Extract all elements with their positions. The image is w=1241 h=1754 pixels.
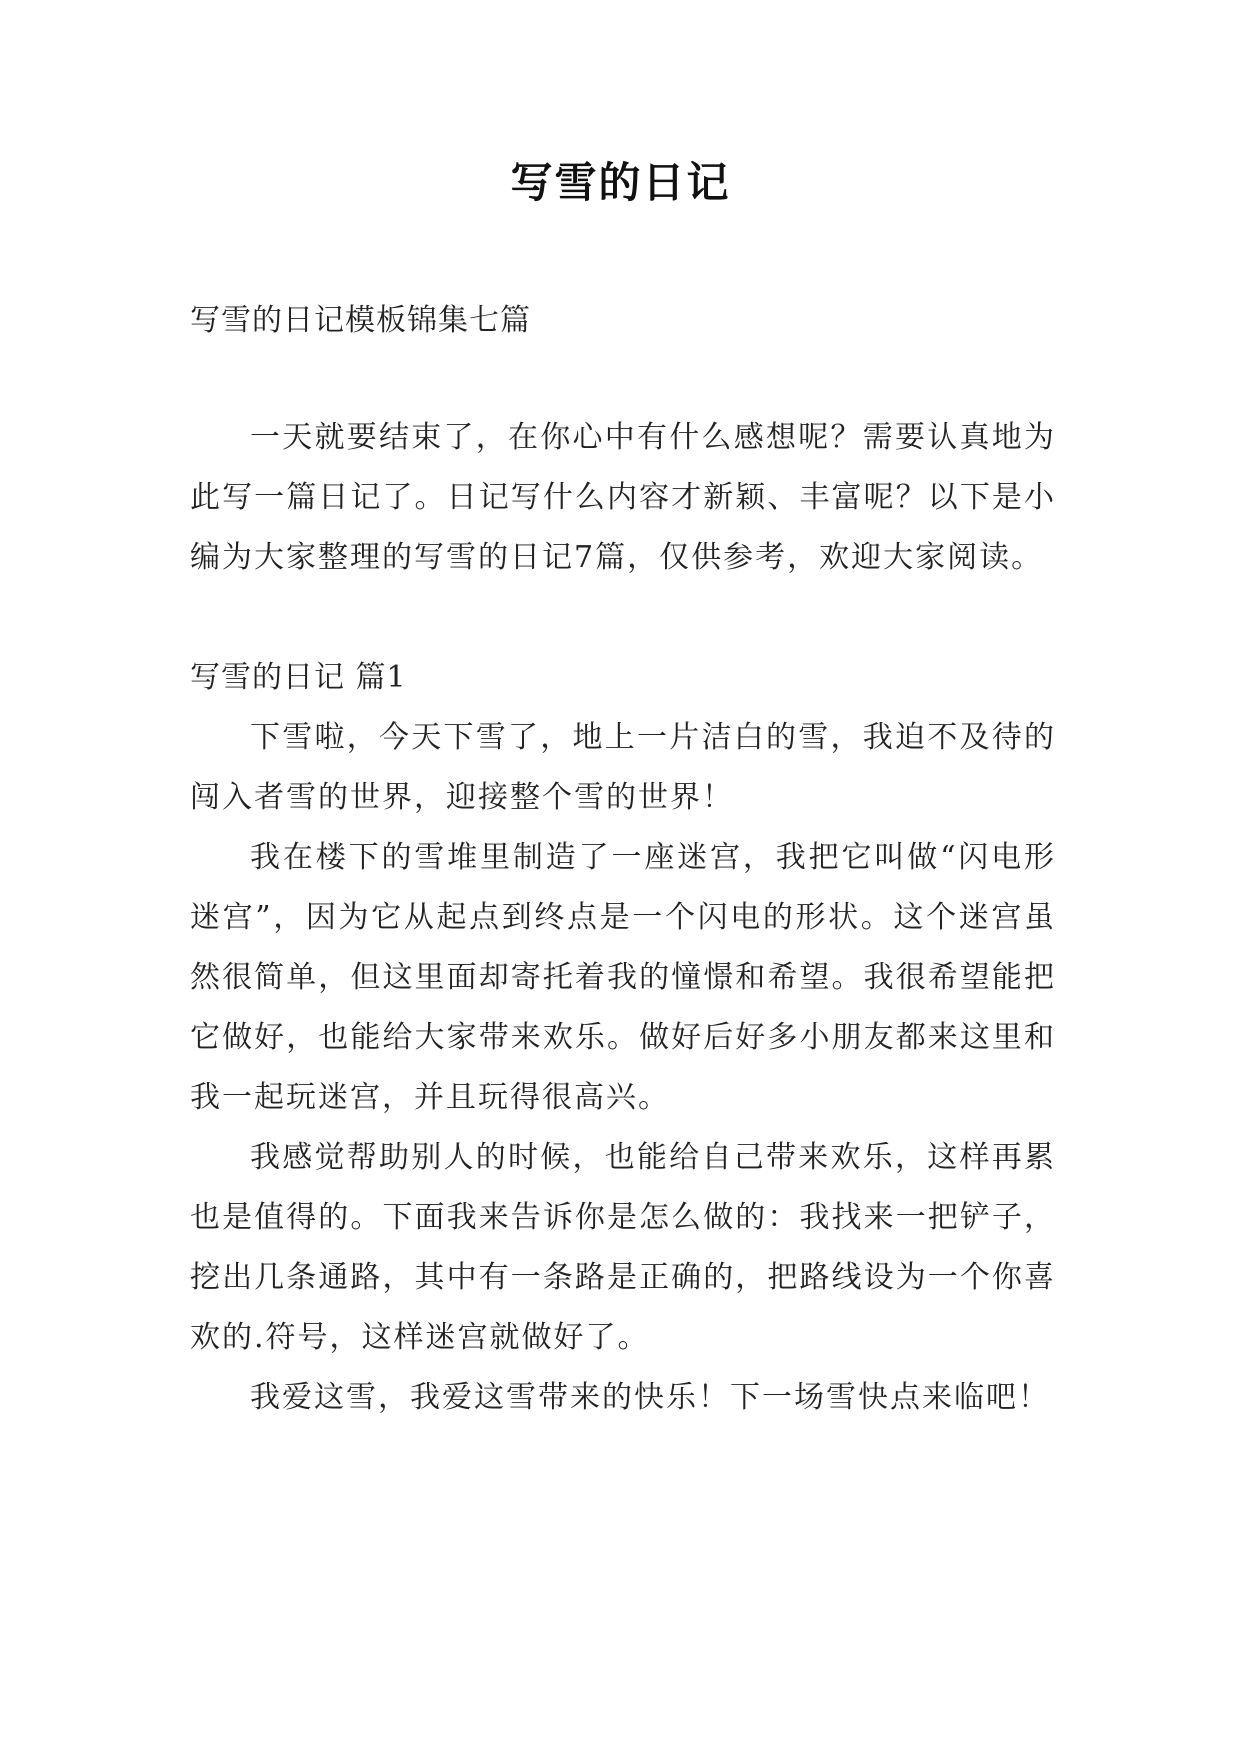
body-paragraph: 我在楼下的雪堆里制造了一座迷宫，我把它叫做“闪电形迷宫”，因为它从起点到终点是一个闪电的形状。这个迷宫虽然很简单，但这里面却寄托着我的憧憬和希望。我很希望能把它做好，也能给大家带来欢乐。做好后好多小朋友都来这里和我一起玩迷宫，并且玩得很高兴。 xyxy=(190,840,1056,1115)
document-subtitle: 写雪的日记模板锦集七篇 xyxy=(190,303,531,338)
intro-paragraph: 一天就要结束了，在你心中有什么感想呢？需要认真地为此写一篇日记了。日记写什么内容才新颖、丰富呢？以下是小编为大家整理的写雪的日记7篇，仅供参考，欢迎大家阅读。 xyxy=(190,420,1056,575)
section-heading: 写雪的日记 篇1 xyxy=(190,660,407,695)
page-title: 写雪的日记 xyxy=(510,158,731,207)
body-paragraph: 下雪啦，今天下雪了，地上一片洁白的雪，我迫不及待的闯入者雪的世界，迎接整个雪的世界！ xyxy=(190,720,1056,815)
document-body xyxy=(190,408,1056,1428)
body-paragraph: 我爱这雪，我爱这雪带来的快乐！下一场雪快点来临吧！ xyxy=(250,1380,1050,1415)
body-paragraph: 我感觉帮助别人的时候，也能给自己带来欢乐，这样再累也是值得的。下面我来告诉你是怎么做的：我找来一把铲子，挖出几条通路，其中有一条路是正确的，把路线设为一个你喜欢的.符号，这样迷宫就做好了。 xyxy=(190,1140,1056,1355)
